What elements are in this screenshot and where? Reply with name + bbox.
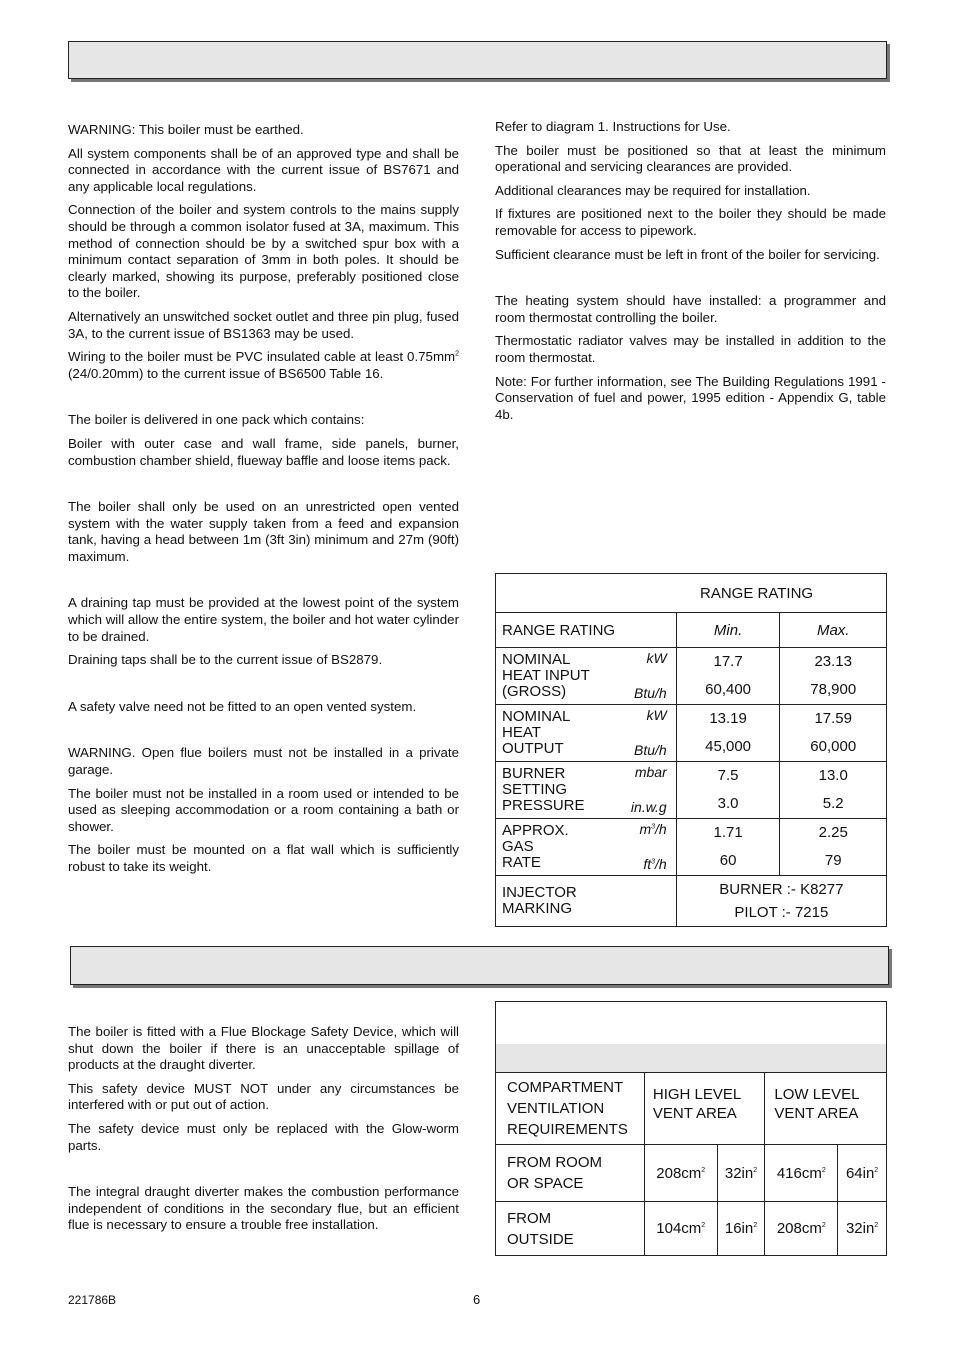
vent-table-title-cell <box>496 1002 887 1045</box>
page-number: 6 <box>473 1292 481 1307</box>
wall-mount-paragraph: The boiler must be mounted on a flat wall which is sufficiently robust to take its weight. <box>68 842 459 874</box>
clearances-paragraph: The boiler must be positioned so that at least the minimum operational and servicing clearances are provided. <box>495 142 886 175</box>
min-header: Min. <box>676 613 780 648</box>
vent-value: $16in^2$ <box>717 1202 765 1256</box>
min-value: 17.7 60,400 <box>676 648 780 705</box>
garage-warning: WARNING. Open flue boilers must not be installed in a private garage. <box>68 745 459 778</box>
open-vented-paragraph: The boiler shall only be used on an unrestricted open vented system with the water supply taken from a feed and expansion tank, having a head between 1m (3ft 3in) minimum and 27m (90ft) maximum. <box>68 499 459 564</box>
left-column <box>68 122 459 883</box>
min-value: 1.71 60 <box>676 819 780 876</box>
earthing-warning: WARNING: This boiler must be earthed. <box>68 122 304 137</box>
vent-value: $208cm^2$ <box>644 1145 717 1202</box>
right-column <box>495 119 886 430</box>
vent-header-high-level: HIGH LEVEL VENT AREA <box>644 1073 765 1145</box>
draught-diverter-paragraph: The integral draught diverter makes the combustion performance independent of conditions in the secondary flue, but an efficient flue is necessary to ensure a trouble free installation. <box>68 1184 459 1233</box>
param-gas-rate: APPROX. $m^3/h$ GAS RATE $ft^3/h$ <box>496 819 677 876</box>
safety-device-warning: This safety device MUST NOT under any circumstances be interfered with or put out of action. <box>68 1080 459 1113</box>
rating-label-cell: RANGE RATING <box>496 613 677 648</box>
draining-tap-paragraph: A draining tap must be provided at the lowest point of the system which will allow the entire system, the boiler and hot water cylinder to be drained. <box>68 595 459 644</box>
param-heat-input: NOMINAL kW HEAT INPUT (GROSS) Btu/h <box>496 648 677 705</box>
param-injector-marking: INJECTOR MARKING <box>496 876 677 927</box>
room-restriction-paragraph: The boiler must not be installed in a room used or intended to be used as sleeping accommodation or a room containing a bath or shower. <box>68 785 459 834</box>
vent-value: $416cm^2$ <box>765 1145 838 1202</box>
max-value: 13.0 5.2 <box>780 762 887 819</box>
vent-row-room: FROM ROOM OR SPACE <box>496 1145 645 1202</box>
range-rating-table <box>495 573 887 927</box>
rating-table-header: RANGE RATING <box>496 574 887 613</box>
vent-value: $64in^2$ <box>838 1145 887 1202</box>
table-row <box>496 1145 887 1202</box>
controls-paragraph: The heating system should have installed: a programmer and room thermostat controlling the boiler. <box>495 293 886 325</box>
table-row <box>496 819 887 876</box>
fixtures-paragraph: If fixtures are positioned next to the boiler they should be made removable for access to pipework. <box>495 206 886 238</box>
regulations-note: Note: For further information, see The Building Regulations 1991 - Conservation of fuel and power, 1995 edition - Appendix G, table 4b. <box>495 373 886 422</box>
wiring-paragraph: Wiring to the boiler must be PVC insulated cable at least $0.75mm^2$ (24/0.20mm) to the current issue of BS6500 Table 16. <box>68 349 459 381</box>
table-row <box>496 762 887 819</box>
replacement-paragraph: The safety device must only be replaced with the Glow-worm parts. <box>68 1120 459 1153</box>
vent-header-low-level: LOW LEVEL VENT AREA <box>765 1073 887 1145</box>
delivery-paragraph: The boiler is delivered in one pack which contains: <box>68 412 365 428</box>
vent-table-subtitle-band <box>496 1044 887 1073</box>
vent-value: $32in^2$ <box>838 1202 887 1256</box>
max-header: Max. <box>780 613 887 648</box>
additional-clearances-paragraph: Additional clearances may be required for installation. <box>495 182 811 198</box>
bottom-left-column <box>68 1024 459 1241</box>
table-row <box>496 1202 887 1256</box>
min-value: 13.19 45,000 <box>676 705 780 762</box>
isolator-paragraph: Connection of the boiler and system controls to the mains supply should be through a common isolator fused at 3A, maximum. This method of connection should be by a switched spur box with a minimum contact separation of 3mm in both poles. It should be clearly marked, showing its purpose, preferably positioned close to the boiler. <box>68 202 459 301</box>
section-header-bar-top <box>68 41 887 79</box>
servicing-clearance-paragraph: Sufficient clearance must be left in front of the boiler for servicing. <box>495 246 880 262</box>
safety-valve-paragraph: A safety valve need not be fitted to an open vented system. <box>68 698 417 714</box>
flue-blockage-paragraph: The boiler is fitted with a Flue Blockage Safety Device, which will shut down the boiler if there is an unacceptable spillage of products at the draught diverter. <box>68 1024 459 1073</box>
max-value: 2.25 79 <box>780 819 887 876</box>
param-burner-pressure: BURNER mbar SETTING PRESSURE in.w.g <box>496 762 677 819</box>
min-value: 7.5 3.0 <box>676 762 780 819</box>
vent-value: $32in^2$ <box>717 1145 765 1202</box>
table-row <box>496 648 887 705</box>
injector-values: BURNER :- K8277 PILOT :- 7215 <box>676 876 886 927</box>
ventilation-table <box>495 1001 887 1256</box>
max-value: 17.59 60,000 <box>780 705 887 762</box>
param-heat-output: NOMINAL kW HEAT OUTPUT Btu/h <box>496 705 677 762</box>
trv-paragraph: Thermostatic radiator valves may be installed in addition to the room thermostat. <box>495 333 886 365</box>
pack-contents-paragraph: Boiler with outer case and wall frame, side panels, burner, combustion chamber shield, flueway baffle and loose items pack. <box>68 435 459 468</box>
socket-paragraph: Alternatively an unswitched socket outlet and three pin plug, fused 3A, to the current issue of BS1363 may be used. <box>68 308 459 341</box>
vent-value: $208cm^2$ <box>765 1202 838 1256</box>
section-header-bar-middle <box>70 946 889 985</box>
draining-standard-paragraph: Draining taps shall be to the current issue of BS2879. <box>68 652 383 668</box>
vent-value: $104cm^2$ <box>644 1202 717 1256</box>
components-paragraph: All system components shall be of an approved type and shall be connected in accordance with the current issue of BS7671 and any applicable local regulations. <box>68 145 459 194</box>
document-code: 221786B <box>68 1293 117 1307</box>
vent-header-requirements: COMPARTMENT VENTILATION REQUIREMENTS <box>496 1073 645 1145</box>
table-row <box>496 705 887 762</box>
max-value: 23.13 78,900 <box>780 648 887 705</box>
vent-row-outside: FROM OUTSIDE <box>496 1202 645 1256</box>
diagram-reference: Refer to diagram 1. Instructions for Use. <box>495 119 731 134</box>
table-row <box>496 876 887 927</box>
